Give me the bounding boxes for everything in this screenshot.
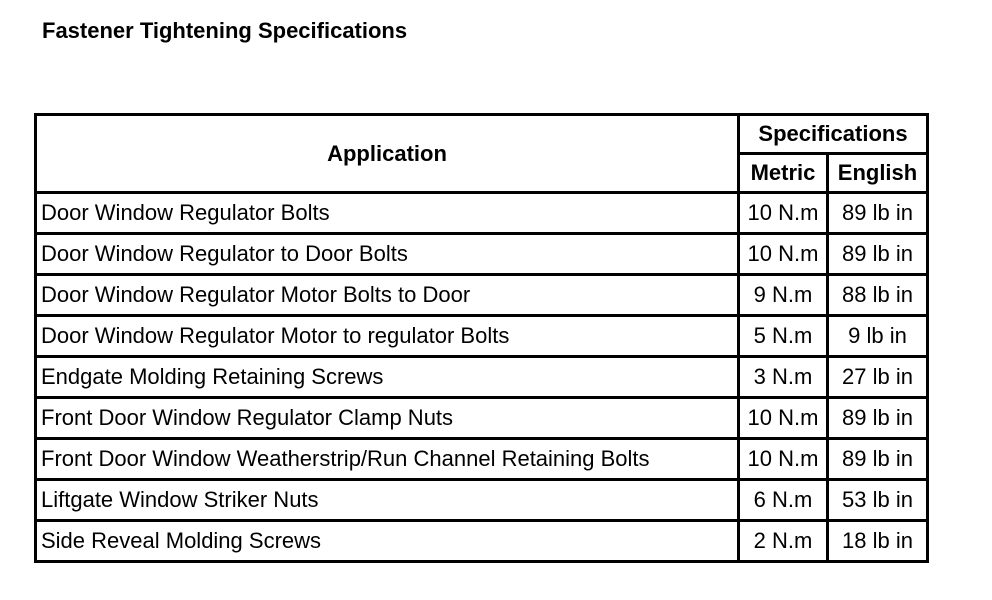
table-row xyxy=(36,398,928,439)
table-row xyxy=(36,357,928,398)
english-cell: 53 lb in xyxy=(828,480,928,521)
application-cell: Front Door Window Regulator Clamp Nuts xyxy=(36,398,739,439)
application-cell: Door Window Regulator to Door Bolts xyxy=(36,234,739,275)
table-row xyxy=(36,480,928,521)
metric-cell: 9 N.m xyxy=(739,275,828,316)
metric-cell: 10 N.m xyxy=(739,193,828,234)
table-row xyxy=(36,234,928,275)
page-title: Fastener Tightening Specifications xyxy=(42,18,408,43)
column-header-application: Application xyxy=(36,115,739,193)
english-cell: 9 lb in xyxy=(828,316,928,357)
table-row xyxy=(36,439,928,480)
application-cell: Endgate Molding Retaining Screws xyxy=(36,357,739,398)
column-header-metric: Metric xyxy=(739,154,828,193)
application-cell: Front Door Window Weatherstrip/Run Channel Retaining Bolts xyxy=(36,439,739,480)
metric-cell: 10 N.m xyxy=(739,439,828,480)
metric-cell: 5 N.m xyxy=(739,316,828,357)
column-header-english: English xyxy=(828,154,928,193)
application-cell: Door Window Regulator Motor Bolts to Door xyxy=(36,275,739,316)
application-cell: Side Reveal Molding Screws xyxy=(36,521,739,562)
application-cell: Liftgate Window Striker Nuts xyxy=(36,480,739,521)
english-cell: 18 lb in xyxy=(828,521,928,562)
table-row xyxy=(36,521,928,562)
english-cell: 27 lb in xyxy=(828,357,928,398)
metric-cell: 10 N.m xyxy=(739,398,828,439)
metric-cell: 3 N.m xyxy=(739,357,828,398)
english-cell: 89 lb in xyxy=(828,193,928,234)
column-header-specifications: Specifications xyxy=(739,115,928,154)
application-cell: Door Window Regulator Motor to regulator Bolts xyxy=(36,316,739,357)
table-row xyxy=(36,193,928,234)
english-cell: 89 lb in xyxy=(828,398,928,439)
english-cell: 89 lb in xyxy=(828,234,928,275)
table-row xyxy=(36,316,928,357)
metric-cell: 2 N.m xyxy=(739,521,828,562)
english-cell: 88 lb in xyxy=(828,275,928,316)
metric-cell: 10 N.m xyxy=(739,234,828,275)
fastener-spec-table xyxy=(34,113,929,563)
metric-cell: 6 N.m xyxy=(739,480,828,521)
english-cell: 89 lb in xyxy=(828,439,928,480)
table-row xyxy=(36,275,928,316)
application-cell: Door Window Regulator Bolts xyxy=(36,193,739,234)
